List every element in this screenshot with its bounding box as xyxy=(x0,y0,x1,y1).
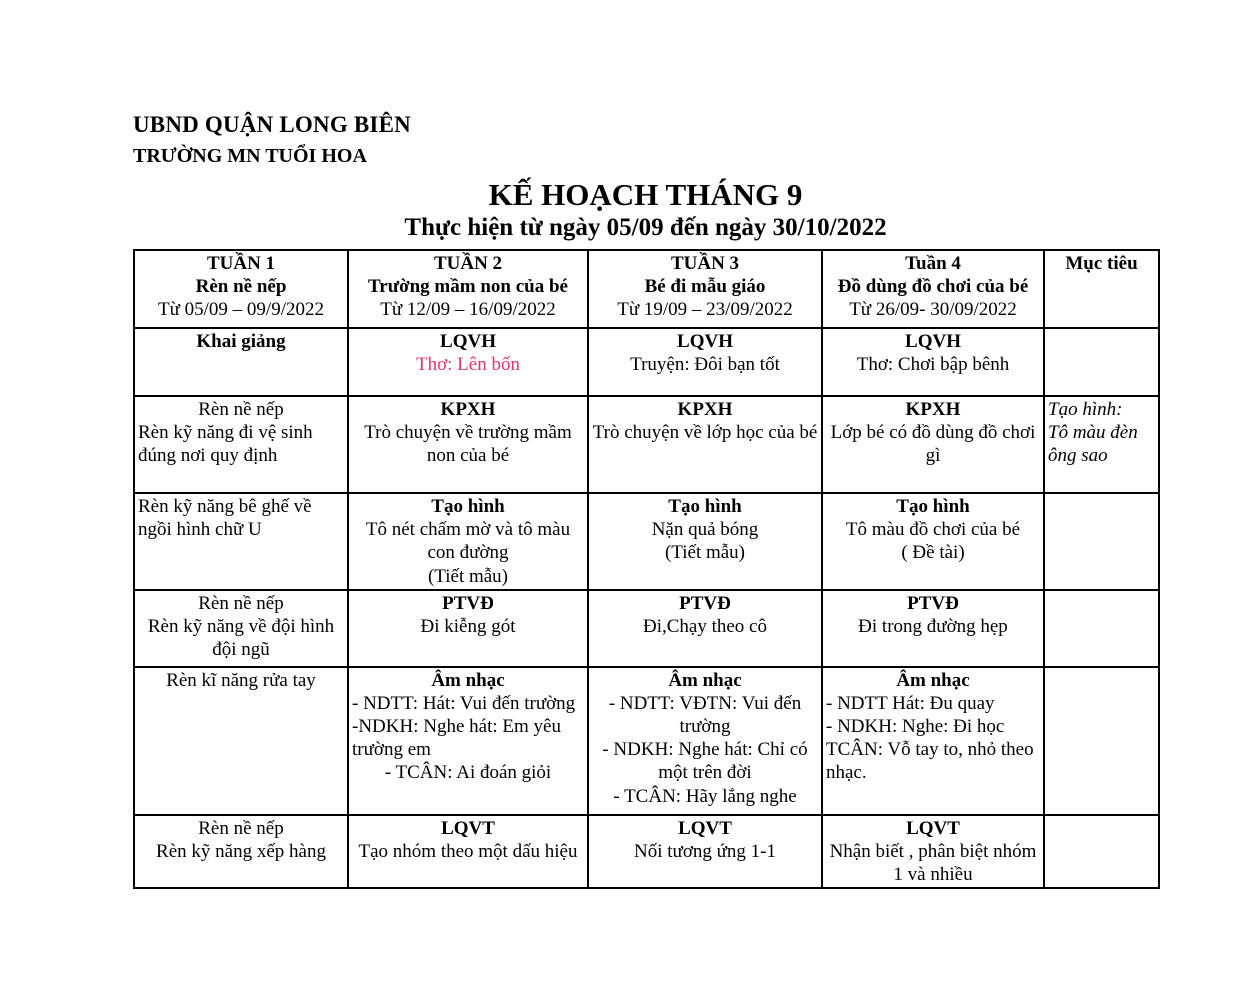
cell-line: Trò chuyện về lớp học của bé xyxy=(592,422,818,444)
cell-kpxh-col5 xyxy=(1044,396,1159,493)
cell-ptvd-col2 xyxy=(348,590,588,667)
cell-lqvt-col1 xyxy=(134,815,348,889)
cell-tao-hinh-col1 xyxy=(134,493,348,590)
cell-line: Trò chuyện về trường mầm non của bé xyxy=(364,422,572,467)
table-row-ptvd xyxy=(134,590,1159,667)
cell-line: - TCÂN: Hãy lắng nghe xyxy=(613,785,797,807)
week-header-section xyxy=(134,250,1159,328)
cell-line: - NDKH: Nghe hát: Chỉ có một trên đời xyxy=(602,739,808,784)
cell-kpxh-col1 xyxy=(134,396,348,493)
column-dates: Từ 05/09 – 09/9/2022 xyxy=(158,299,324,321)
cell-line: Âm nhạc xyxy=(431,669,505,691)
cell-am-nhac-col3 xyxy=(588,667,822,815)
cell-khai-giang-lqvh-col2 xyxy=(348,328,588,396)
cell-line: Đi,Chạy theo cô xyxy=(642,615,767,637)
column-theme: Đồ dùng đồ chơi của bé xyxy=(837,276,1029,298)
cell-line: Rèn kỹ năng đi vệ sinh đúng nơi quy định xyxy=(138,422,313,467)
table-row-tao-hinh xyxy=(134,493,1159,590)
cell-line: Rèn kĩ năng rửa tay xyxy=(166,669,316,691)
cell-line: Rèn nề nếp xyxy=(198,399,284,420)
cell-line: Rèn nề nếp xyxy=(198,817,284,839)
cell-line: PTVĐ xyxy=(907,592,959,614)
column-theme: Rèn nề nếp xyxy=(195,276,287,298)
cell-line: Đi kiễng gót xyxy=(420,615,516,637)
cell-line: Thơ: Lên bốn xyxy=(416,354,520,376)
cell-line: - NDTT Hát: Đu quay xyxy=(826,692,995,714)
cell-line: Tô nét chấm mờ và tô màu con đường xyxy=(365,519,571,564)
cell-am-nhac-col2 xyxy=(348,667,588,815)
cell-line: KPXH xyxy=(677,399,733,420)
cell-line: - NDTT: Hát: Vui đến trường xyxy=(352,692,576,714)
cell-line: Truyện: Đôi bạn tốt xyxy=(630,354,780,376)
cell-khai-giang-lqvh-col4 xyxy=(822,328,1044,396)
cell-line: Rèn nề nếp xyxy=(198,592,284,614)
cell-line: KPXH xyxy=(905,399,961,420)
cell-line: Lớp bé có đồ dùng đồ chơi gì xyxy=(830,422,1036,467)
column-title: TUẦN 3 xyxy=(670,253,740,274)
cell-line: - TCÂN: Ai đoán giỏi xyxy=(384,762,552,784)
cell-line: Âm nhạc xyxy=(668,669,742,691)
monthly-plan-table xyxy=(133,249,1160,889)
org-name-line1: UBND QUẬN LONG BIÊN xyxy=(133,112,411,137)
cell-line: LQVH xyxy=(440,331,496,352)
cell-tao-hinh-col2 xyxy=(348,493,588,590)
cell-line: Tạo hình xyxy=(431,496,505,517)
column-header-4 xyxy=(822,250,1044,328)
cell-tao-hinh-col5 xyxy=(1044,493,1159,590)
cell-lqvt-col2 xyxy=(348,815,588,889)
column-title: TUẦN 2 xyxy=(433,253,503,274)
cell-line: Rèn kỹ năng xếp hàng xyxy=(156,840,326,862)
org-name-line2: TRƯỜNG MN TUỔI HOA xyxy=(133,145,367,167)
cell-line: KPXH xyxy=(440,399,496,420)
cell-line: Âm nhạc xyxy=(896,669,970,691)
cell-line: (Tiết mẫu) xyxy=(664,542,746,564)
plan-body-section xyxy=(134,328,1159,888)
column-title: TUẦN 1 xyxy=(206,253,276,274)
cell-line: PTVĐ xyxy=(679,592,731,614)
page-title: KẾ HOẠCH THÁNG 9 xyxy=(488,177,803,212)
cell-line: Rèn kỹ năng bê ghế về ngồi hình chữ U xyxy=(138,496,312,541)
cell-lqvt-col3 xyxy=(588,815,822,889)
cell-ptvd-col1 xyxy=(134,590,348,667)
column-header-5 xyxy=(1044,250,1159,328)
cell-khai-giang-lqvh-col5 xyxy=(1044,328,1159,396)
cell-line: TCÂN: Vỗ tay to, nhỏ theo nhạc. xyxy=(826,739,1034,784)
cell-ptvd-col3 xyxy=(588,590,822,667)
cell-line: Tạo nhóm theo một dấu hiệu xyxy=(358,840,578,862)
cell-khai-giang-lqvh-col1 xyxy=(134,328,348,396)
cell-line: - NDKH: Nghe: Đi học xyxy=(826,716,1005,738)
cell-line: Tạo hình xyxy=(896,496,970,517)
cell-line: PTVĐ xyxy=(442,592,494,614)
table-row-lqvt xyxy=(134,815,1159,889)
cell-line: - NDTT: VĐTN: Vui đến trường xyxy=(608,692,802,738)
cell-kpxh-col4 xyxy=(822,396,1044,493)
cell-line: Thơ: Chơi bập bênh xyxy=(856,354,1010,376)
cell-line: Nhận biết , phân biệt nhóm 1 và nhiều xyxy=(829,840,1037,886)
cell-tao-hinh-col3 xyxy=(588,493,822,590)
column-title: Mục tiêu xyxy=(1065,253,1138,274)
cell-line: Tô màu đèn ông sao xyxy=(1048,422,1138,467)
cell-line: LQVT xyxy=(441,817,495,839)
cell-line: Tạo hình: xyxy=(1048,399,1123,420)
cell-line: Tạo hình xyxy=(668,496,742,517)
column-title: Tuần 4 xyxy=(905,253,961,274)
cell-tao-hinh-col4 xyxy=(822,493,1044,590)
cell-am-nhac-col1 xyxy=(134,667,348,815)
cell-kpxh-col3 xyxy=(588,396,822,493)
cell-line: (Tiết mẫu) xyxy=(427,565,509,587)
cell-lqvt-col5 xyxy=(1044,815,1159,889)
week-header-row xyxy=(134,250,1159,328)
cell-ptvd-col4 xyxy=(822,590,1044,667)
column-header-3 xyxy=(588,250,822,328)
cell-line: LQVH xyxy=(677,331,733,352)
column-theme: Bé đi mẫu giáo xyxy=(644,276,766,298)
cell-line: Tô màu đồ chơi của bé xyxy=(845,519,1021,541)
cell-am-nhac-col4 xyxy=(822,667,1044,815)
cell-line: Nối tương ứng 1-1 xyxy=(634,840,776,862)
cell-line: Khai giảng xyxy=(196,331,286,352)
column-theme: Trường mầm non của bé xyxy=(368,276,568,298)
cell-kpxh-col2 xyxy=(348,396,588,493)
cell-line: -NDKH: Nghe hát: Em yêu trường em xyxy=(352,716,561,761)
cell-khai-giang-lqvh-col3 xyxy=(588,328,822,396)
cell-line: Nặn quả bóng xyxy=(651,519,759,541)
page-subtitle: Thực hiện từ ngày 05/09 đến ngày 30/10/2022 xyxy=(404,214,887,241)
column-dates: Từ 12/09 – 16/09/2022 xyxy=(380,299,556,321)
cell-line: LQVH xyxy=(905,331,961,352)
column-dates: Từ 19/09 – 23/09/2022 xyxy=(617,299,793,321)
table-row-kpxh xyxy=(134,396,1159,493)
cell-line: LQVT xyxy=(906,817,960,839)
document-content xyxy=(133,112,1158,889)
table-row-khai-giang-lqvh xyxy=(134,328,1159,396)
table-row-am-nhac xyxy=(134,667,1159,815)
cell-line: Đi trong đường hẹp xyxy=(858,615,1008,637)
column-header-2 xyxy=(348,250,588,328)
column-header-1 xyxy=(134,250,348,328)
cell-lqvt-col4 xyxy=(822,815,1044,889)
cell-line: LQVT xyxy=(678,817,732,839)
cell-line: ( Đề tài) xyxy=(901,542,965,564)
cell-am-nhac-col5 xyxy=(1044,667,1159,815)
cell-line: Rèn kỹ năng về đội hình đội ngũ xyxy=(147,615,335,661)
cell-ptvd-col5 xyxy=(1044,590,1159,667)
column-dates: Từ 26/09- 30/09/2022 xyxy=(849,299,1017,321)
